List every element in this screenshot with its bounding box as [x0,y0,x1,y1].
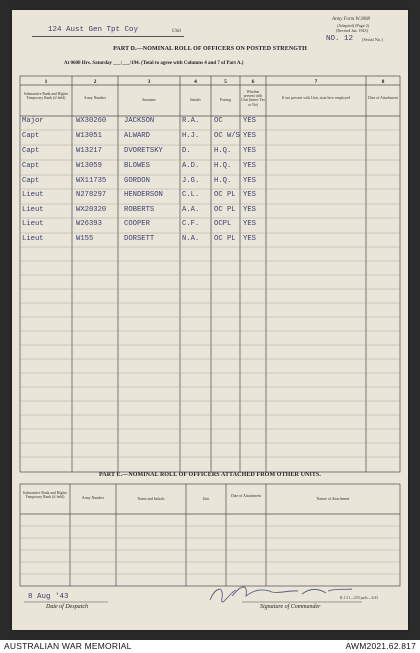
part-d-title: PART D.—NOMINAL ROLL OF OFFICERS ON POSTED STRENGTH [113,46,307,52]
cell-posting: OC W/S [214,132,240,140]
cell-number: WX20320 [76,206,107,214]
print-note: R.1.51—250 pads—4/43 [340,596,379,600]
cell-initials: A.D. [182,162,200,170]
cell-initials: R.A. [182,117,200,125]
cell-rank: Capt [22,147,40,155]
cell-rank: Capt [22,132,40,140]
cell-surname: DORSETT [124,235,155,243]
cell-present: YES [243,235,256,243]
cell-surname: COOPER [124,220,150,228]
cell-initials: D. [182,147,191,155]
cell-present: YES [243,220,256,228]
e-header-army-number: Army Number [81,496,105,500]
cell-surname: JACKSON [124,117,155,125]
cell-initials: N.A. [182,235,200,243]
cell-number: W155 [76,235,94,243]
col-num-1: 1 [44,79,48,85]
cell-number: W13051 [76,132,102,140]
cell-number: W13059 [76,162,102,170]
cell-posting: OC PL [214,235,236,243]
part-e-title: PART E.—NOMINAL ROLL OF OFFICERS ATTACHED FROM OTHER UNITS. [98,472,322,478]
col-header-army-number: Army Number [83,96,107,100]
cell-present: YES [243,162,256,170]
cell-number: WX11735 [76,177,107,185]
form-ref-1: Army Form W.3008 [332,17,370,22]
col-header-present: Whether present with Unit (insert Yes or No) [241,90,265,107]
e-header-unit: Unit [202,497,210,501]
col-header-date-attachment: Date of Attachment [368,96,398,100]
form-ref-2: (Adapted) (Page 2) [337,23,370,28]
cell-rank: Lieut [22,220,44,228]
col-header-posting: Posting [219,98,232,102]
cell-surname: ROBERTS [124,206,155,214]
serial-label: (Serial No.) [362,37,383,42]
cell-surname: ALWARD [124,132,150,140]
cell-surname: DVORETSKY [124,147,163,155]
col-header-rank: Substantive Rank and Higher Temporary Rank (if held) [23,92,69,101]
part-d-at-line: At 0600 Hrs. Saturday ___/___/194. (Total to agree with Columns 4 and 7 of Part A.) [64,61,244,66]
cell-posting: H.Q. [214,162,232,170]
cell-present: YES [243,117,256,125]
cell-rank: Major [22,117,44,125]
col-header-employed: If not present with Unit, state how employed [282,96,350,100]
col-header-surname: Surname [142,98,156,102]
cell-surname: HENDERSON [124,191,163,199]
cell-initials: J.G. [182,177,200,185]
col-num-2: 2 [93,79,97,85]
col-num-3: 3 [147,79,151,85]
e-header-name: Name and Initials [137,497,165,501]
col-num-4: 4 [194,79,197,85]
col-num-8: 8 [381,79,385,85]
cell-posting: OC PL [214,206,236,214]
e-header-rank: Substantive Rank and Higher Temporary Rank (if held) [22,491,68,500]
cell-number: W13217 [76,147,102,155]
form-page [12,10,408,630]
unit-value: 124 Aust Gen Tpt Coy [48,26,139,34]
cell-initials: C.L. [182,191,200,199]
cell-number: W26393 [76,220,102,228]
col-num-5: 5 [224,79,227,85]
signature-label: Signature of Commander [260,604,321,610]
cell-initials: H.J. [182,132,200,140]
cell-rank: Lieut [22,235,44,243]
cell-rank: Lieut [22,191,44,199]
cell-rank: Capt [22,162,40,170]
cell-posting: H.Q. [214,147,232,155]
cell-present: YES [243,132,256,140]
cell-surname: BLOWES [124,162,150,170]
col-num-6: 6 [251,79,255,85]
cell-rank: Lieut [22,206,44,214]
cell-present: YES [243,206,256,214]
despatch-label: Date of Despatch [46,604,88,610]
col-header-initials: Initials [190,98,201,102]
cell-present: YES [243,147,256,155]
cell-posting: OC [214,117,223,125]
col-num-7: 7 [314,79,318,85]
despatch-date: 8 Aug '43 [28,593,69,601]
serial-value: NO. 12 [326,35,354,43]
cell-posting: OC PL [214,191,236,199]
watermark-right: AWM2021.62.817 [345,641,416,651]
cell-initials: A.A. [182,206,200,214]
form-ref-3: (Revised Jan. 1943) [336,28,368,33]
cell-present: YES [243,177,256,185]
part-d-grid [12,10,408,630]
e-header-nature: Nature of Attachment [316,497,350,501]
cell-present: YES [243,191,256,199]
commander-signature [202,582,362,606]
cell-rank: Capt [22,177,40,185]
cell-surname: GORDON [124,177,150,185]
cell-initials: C.F. [182,220,200,228]
cell-number: N278297 [76,191,107,199]
unit-label: Unit [172,29,181,34]
e-header-date: Date of Attachment [231,494,261,498]
cell-posting: H.Q. [214,177,232,185]
cell-number: WX30260 [76,117,107,125]
cell-posting: OCPL [214,220,232,228]
watermark-left: AUSTRALIAN WAR MEMORIAL [4,641,132,651]
